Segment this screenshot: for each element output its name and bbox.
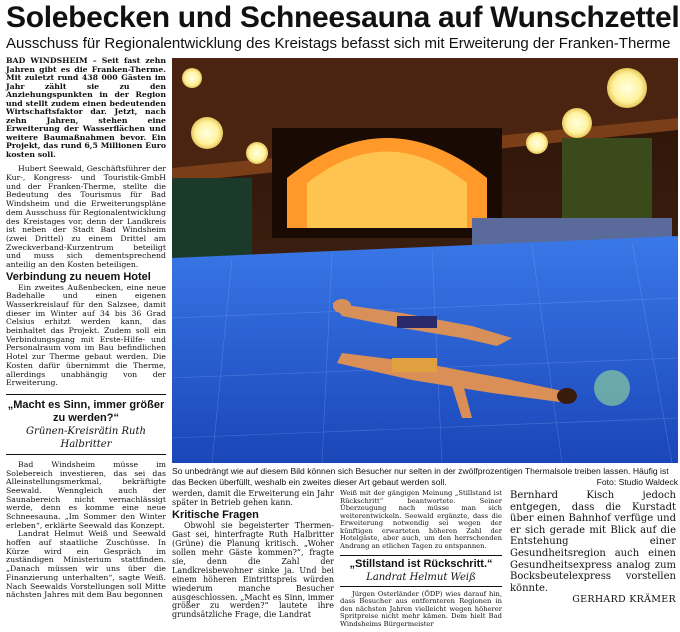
body-paragraph: Jürgen Osterländer (ÖDP) wies darauf hin, dass Besucher aus entfernteren Regionen in den nächsten Jahren vielleicht wegen höherer Spritpreise nicht mehr kämen. Dem hielt Bad Windsheims Bürgermeister (340, 589, 502, 628)
body-paragraph: Ein zweites Außenbecken, eine neue Badehalle und einen eigenen Wasserkreislauf für den Salzsee, damit dieser im Winter auf 34 bis 36 Grad Celsius erhitzt werden kann, das beinhaltet das Projekt. Zudem soll ein Verbindungsgang mit Erste-Hilfe- und Personalraum vom im Bau befindlichen Hotel zur Therme gebaut werden. Die Kosten dafür übernimmt die Therme, allerdings unabhängig von der Erweiterung. (6, 282, 166, 388)
lead-paragraph: BAD WINDSHEIM – Seit fast zehn Jahren gibt es die Franken-Therme. Mit zuletzt rund 438 000 Gästen im Jahr zählt sie zu den Anziehungspunkten in der Region und stellt zudem einen bedeutenden Wirtschaftsfaktor dar. Jetzt, nach zehn Jahren, stehen eine Erweiterung der Wasserflächen und weitere Baumaßnahmen bevor. Ein Projekt, das rund 6,5 Millionen Euro kosten soll. (6, 56, 166, 159)
body-paragraph: werden, damit die Erweiterung ein Jahr später in Betrieb gehen kann. (172, 489, 334, 507)
caption-text: So unbedrängt wie auf diesem Bild können sich Besucher nur selten in der zwölfprozentigen Thermalsole treiben lassen. Häufig ist das Becken überfüllt, weshalb ein zweites dieser Art gebaut werden soll. (172, 466, 669, 487)
photo-caption (172, 466, 678, 487)
author-byline: GERHARD KRÄMER (572, 594, 676, 606)
body-paragraph: Landrat Helmut Weiß und Seewald hoffen auf staatliche Zuschüsse. In Kürze wird ein Gespräch im zuständigen Ministerium stattfinden. „Danach müssen wir uns über die Finanzierung unterhalten“, sagte Weiß. Nach Seewalds Vorstellungen soll Mitte nächsten Jahres mit dem Bau begonnen (6, 529, 166, 600)
body-paragraph: Hubert Seewald, Geschäftsführer der Kur-, Kongress- und Touristik-GmbH und der Franken-Therme, stellte die Bedeutung des Tourismus für Bad Windsheim und die Erweiterungspläne dem Ausschuss für Regionalentwicklung des Kreistages vor, denn der Landkreis ist neben der Stadt Bad Windsheim (zwei Drittel) zu einem Drittel am Zweckverband-Kurzentrum beteiligt und muss sich dementsprechend anteilig an den Kosten beteiligen. (6, 164, 166, 269)
section-heading: Kritische Fragen (172, 508, 259, 521)
headline: Solebecken und Schneesauna auf Wunschzettel (6, 1, 680, 34)
section-heading: Verbindung zu neuem Hotel (6, 270, 151, 283)
article-column-4 (510, 490, 676, 606)
article-column-1 (6, 57, 166, 600)
pool-photo (172, 58, 678, 463)
pool-photo-graphic (172, 58, 678, 463)
body-paragraph: Obwohl sie begeisterter Thermen-Gast sei, hinterfragte Ruth Halbritter (Grüne) die Planung kritisch. „Woher sollen mehr Gäste kommen?“, fragte sie, denn die Zahl der Landkreisbewohner sinke ja. Und bei einem höheren Eintrittspreis würden wiederum manche Besucher ausgeschlossen. „Macht es Sinn, immer größer zu werden?“ lautete ihre grundsätzliche Frage, die Landrat (172, 520, 334, 620)
pull-quote-source: Grünen-Kreisrätin Ruth Halbritter (26, 425, 146, 450)
pull-quote (340, 555, 502, 587)
pull-quote (6, 394, 166, 455)
pull-quote-source: Landrat Helmut Weiß (366, 571, 476, 583)
article-column-2 (172, 490, 334, 620)
body-paragraph: Bernhard Kisch jedoch entgegen, dass die Kurstadt über einen Bahnhof verfüge und er sich gerade mit Blick auf die Entstehung einer Gesundheitsregion auch einen Gesundheitsexpress analog zum Bocksbeutelexpress vorstellen könnte. (510, 490, 676, 594)
subheadline: Ausschuss für Regionalentwicklung des Kreistags befasst sich mit Erweiterung der Franken-Therme (6, 35, 671, 52)
body-paragraph: Bad Windsheim müsse im Solebereich investieren, das sei das Alleinstellungsmerkmal, bekräftigte Seewald. Wenngleich auch der Saunabereich nicht vernachlässigt werde, denn es komme eine neue Schneesauna. „Im Sommer den Winter erleben“, erklärte Seewald das Konzept. (6, 459, 166, 530)
article-column-3 (340, 490, 502, 628)
photo-credit: Foto: Studio Waldeck (596, 476, 678, 487)
body-paragraph: Weiß mit der gängigen Meinung „Stillstand ist Rückschritt“ beantwortete. Seiner Überzeugung nach müsse man sich weiterentwickeln. Seewald ergänzte, dass die Erweiterung notwendig sei wegen der künftigen erwarteten höheren Zahl der Hotelgäste, aber auch, um den herrschenden Andrang an etlichen Tagen zu entspannen. (340, 489, 502, 550)
pull-quote-text: „Macht es Sinn, immer größer zu werden?“ (7, 398, 165, 424)
pull-quote-text: „Stillstand ist Rückschritt.“ (349, 557, 493, 570)
